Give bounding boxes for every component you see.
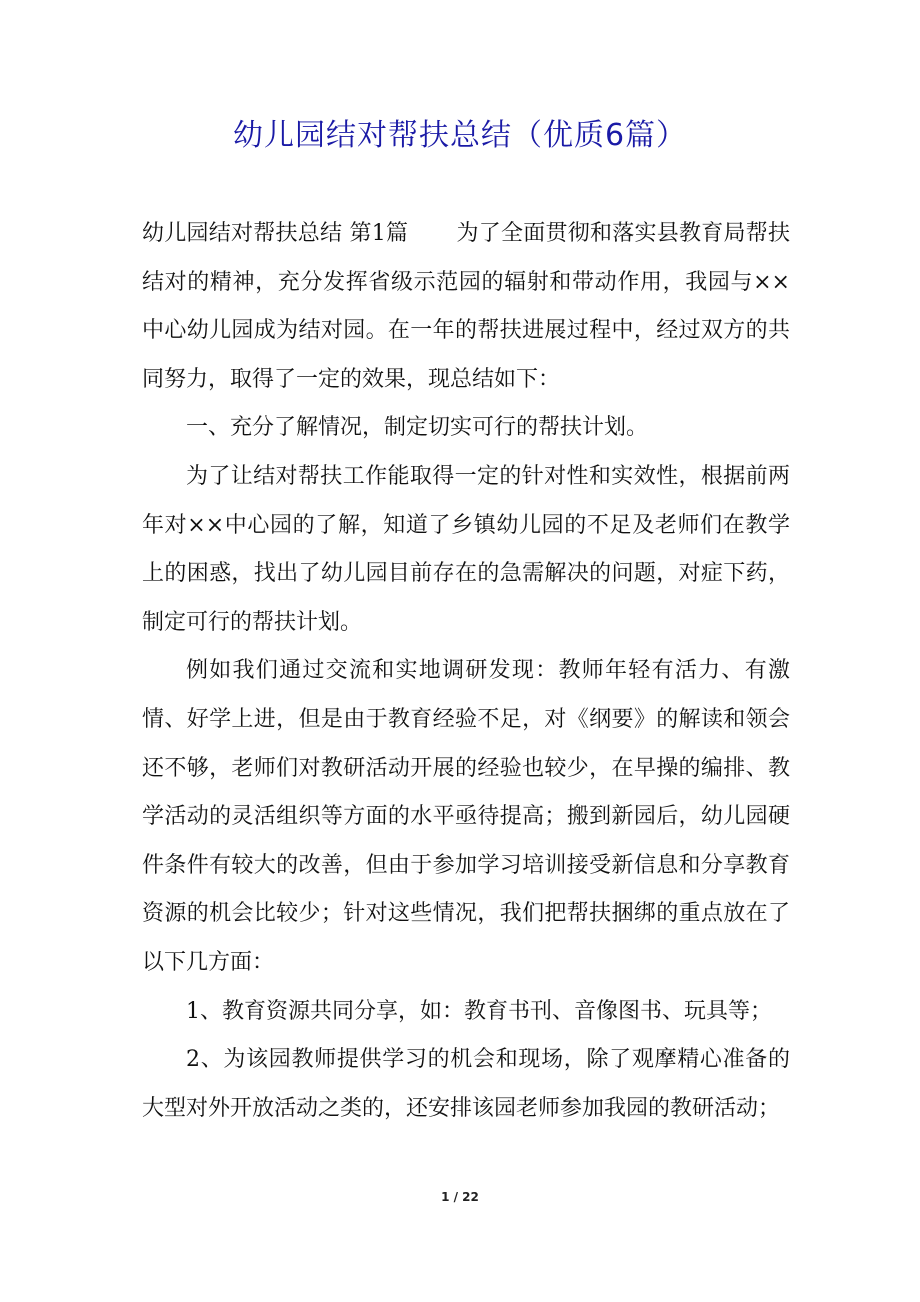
page-number: 1 / 22 xyxy=(441,1190,479,1204)
document-body xyxy=(142,210,790,1133)
paragraph: 一、充分了解情况，制定切实可行的帮扶计划。 xyxy=(186,415,649,441)
paragraph: 例如我们通过交流和实地调研发现：教师年轻有活力、有激情、好学上进，但是由于教育经验不足，对《纲要》的解读和领会还不够，老师们对教研活动开展的经验也较少，在早操的编排、教学活动的灵活组织等方面的水平亟待提高；搬到新园后，幼儿园硬件条件有较大的改善，但由于参加学习培训接受新信息和分享教育资源的机会比较少；针对这些情况，我们把帮扶捆绑的重点放在了以下几方面： xyxy=(142,658,790,975)
section-heading: 幼儿园结对帮扶总结 第1篇 xyxy=(142,221,409,246)
document-title: 幼儿园结对帮扶总结（优质6篇） xyxy=(232,118,688,153)
paragraph: 为了让结对帮扶工作能取得一定的针对性和实效性，根据前两年对××中心园的了解，知道了乡镇幼儿园的不足及老师们在教学上的困惑，找出了幼儿园目前存在的急需解决的问题，对症下药，制定可行的帮扶计划。 xyxy=(142,463,790,635)
intro-text: 为了全面贯彻和落实县教育局帮扶结对的精神，充分发挥省级示范园的辐射和带动作用，我园与××中心幼儿园成为结对园。在一年的帮扶进展过程中，经过双方的共同努力，取得了一定的效果，现总结如下： xyxy=(142,221,790,392)
intro-paragraph xyxy=(142,210,790,404)
list-item: 2、为该园教师提供学习的机会和现场，除了观摩精心准备的大型对外开放活动之类的，还安排该园老师参加我园的教研活动； xyxy=(142,1047,790,1121)
list-item: 1、教育资源共同分享，如：教育书刊、音像图书、玩具等； xyxy=(186,998,772,1024)
